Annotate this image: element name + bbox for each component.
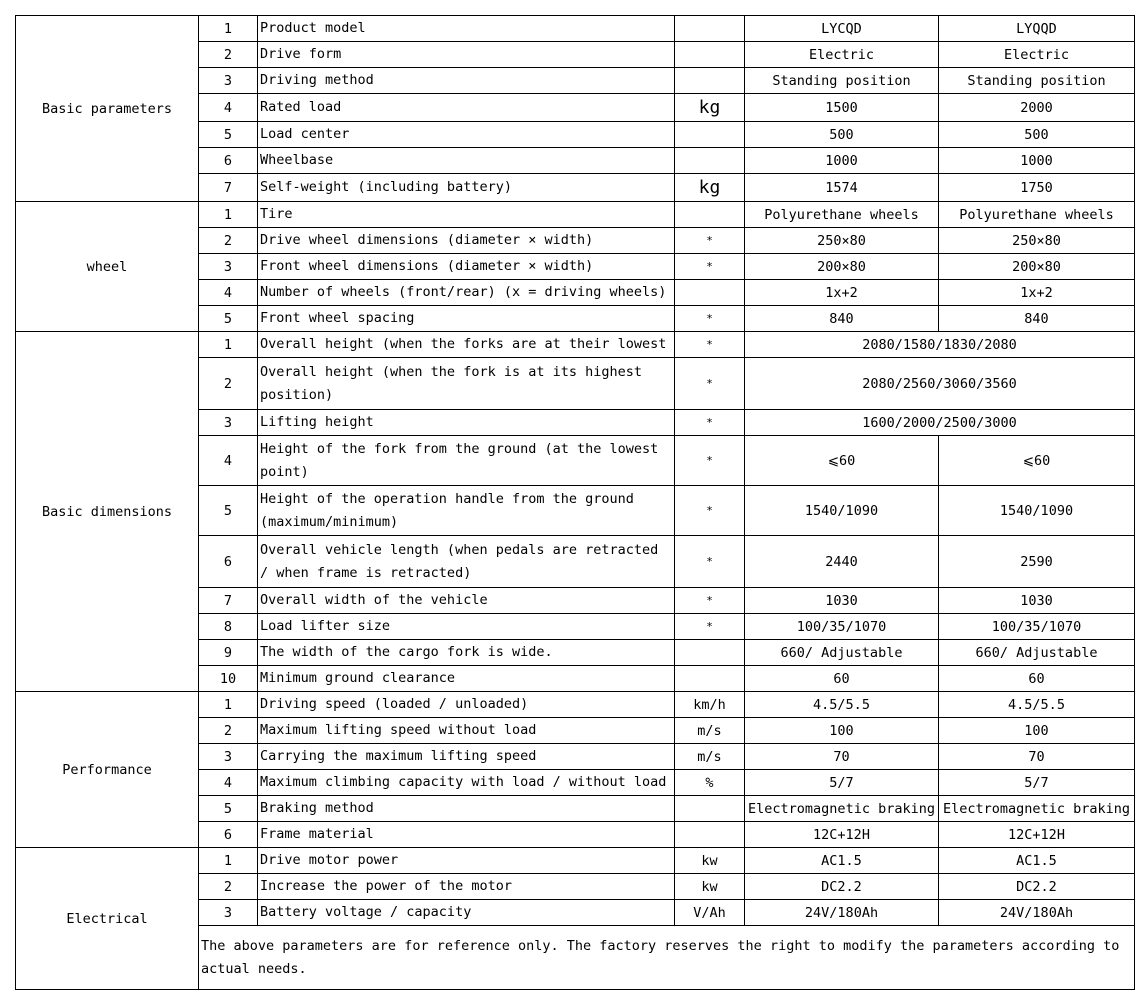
model-1-value: 200×80 <box>745 254 939 280</box>
model-2-value: Electric <box>939 42 1135 68</box>
row-unit <box>675 202 745 228</box>
row-description: Battery voltage / capacity <box>258 900 675 926</box>
section-name: Performance <box>16 692 199 848</box>
row-description: Wheelbase <box>258 148 675 174</box>
model-2-value: 660/ Adjustable <box>939 640 1135 666</box>
row-number: 10 <box>199 666 258 692</box>
row-unit: * <box>675 254 745 280</box>
section-name: Basic parameters <box>16 16 199 202</box>
row-description: Rated load <box>258 94 675 122</box>
row-number: 3 <box>199 254 258 280</box>
model-2-value: 1750 <box>939 174 1135 202</box>
model-2-value: 100/35/1070 <box>939 614 1135 640</box>
model-1-value: 5/7 <box>745 770 939 796</box>
model-1-value: 660/ Adjustable <box>745 640 939 666</box>
model-2-value: Electromagnetic braking <box>939 796 1135 822</box>
row-description: Drive wheel dimensions (diameter × width) <box>258 228 675 254</box>
section-name: wheel <box>16 202 199 332</box>
row-number: 1 <box>199 332 258 358</box>
model-1-value: 12C+12H <box>745 822 939 848</box>
row-unit: * <box>675 358 745 410</box>
row-number: 1 <box>199 16 258 42</box>
model-2-value: 60 <box>939 666 1135 692</box>
row-unit: * <box>675 332 745 358</box>
row-number: 5 <box>199 486 258 536</box>
table-row <box>16 202 1135 228</box>
model-1-value: Standing position <box>745 68 939 94</box>
row-unit: * <box>675 410 745 436</box>
model-2-value: 1540/1090 <box>939 486 1135 536</box>
model-1-value: 1030 <box>745 588 939 614</box>
model-1-value: 4.5/5.5 <box>745 692 939 718</box>
row-number: 3 <box>199 68 258 94</box>
model-1-value: 2440 <box>745 536 939 588</box>
model-2-value: 250×80 <box>939 228 1135 254</box>
row-unit: kw <box>675 848 745 874</box>
model-1-value: 100/35/1070 <box>745 614 939 640</box>
spec-table <box>15 15 1135 990</box>
row-number: 4 <box>199 280 258 306</box>
row-description: Height of the operation handle from the ground (maximum/minimum) <box>258 486 675 536</box>
merged-value: 2080/1580/1830/2080 <box>745 332 1135 358</box>
model-2-value: 2000 <box>939 94 1135 122</box>
row-unit <box>675 796 745 822</box>
row-description: Frame material <box>258 822 675 848</box>
model-2-value: 4.5/5.5 <box>939 692 1135 718</box>
model-2-value: 100 <box>939 718 1135 744</box>
row-description: Overall vehicle length (when pedals are retracted / when frame is retracted) <box>258 536 675 588</box>
table-row <box>16 332 1135 358</box>
row-number: 2 <box>199 718 258 744</box>
row-description: Product model <box>258 16 675 42</box>
model-1-value: 1000 <box>745 148 939 174</box>
row-description: Increase the power of the motor <box>258 874 675 900</box>
row-number: 5 <box>199 122 258 148</box>
merged-value: 2080/2560/3060/3560 <box>745 358 1135 410</box>
row-unit <box>675 280 745 306</box>
row-description: Load center <box>258 122 675 148</box>
merged-value: 1600/2000/2500/3000 <box>745 410 1135 436</box>
row-number: 5 <box>199 306 258 332</box>
row-number: 3 <box>199 744 258 770</box>
row-description: Load lifter size <box>258 614 675 640</box>
model-1-value: 1574 <box>745 174 939 202</box>
model-2-value: 24V/180Ah <box>939 900 1135 926</box>
row-description: Tire <box>258 202 675 228</box>
row-number: 2 <box>199 874 258 900</box>
row-number: 2 <box>199 228 258 254</box>
model-1-value: 70 <box>745 744 939 770</box>
model-2-value: 2590 <box>939 536 1135 588</box>
model-2-value: 1030 <box>939 588 1135 614</box>
row-description: Self-weight (including battery) <box>258 174 675 202</box>
row-unit <box>675 42 745 68</box>
row-description: Lifting height <box>258 410 675 436</box>
model-2-value: ⩽60 <box>939 436 1135 486</box>
row-unit: * <box>675 588 745 614</box>
model-2-value: AC1.5 <box>939 848 1135 874</box>
table-row <box>16 848 1135 874</box>
row-unit: V/Ah <box>675 900 745 926</box>
row-number: 1 <box>199 202 258 228</box>
row-number: 4 <box>199 94 258 122</box>
model-2-value: Polyurethane wheels <box>939 202 1135 228</box>
row-number: 9 <box>199 640 258 666</box>
model-2-value: LYQQD <box>939 16 1135 42</box>
section-name: Basic dimensions <box>16 332 199 692</box>
model-1-value: 250×80 <box>745 228 939 254</box>
reference-note: The above parameters are for reference only. The factory reserves the right to modify the parameters according to actual needs. <box>199 926 1135 990</box>
model-2-value: 1000 <box>939 148 1135 174</box>
row-description: Driving speed (loaded / unloaded) <box>258 692 675 718</box>
table-row <box>16 16 1135 42</box>
model-2-value: 200×80 <box>939 254 1135 280</box>
row-description: Front wheel spacing <box>258 306 675 332</box>
row-number: 8 <box>199 614 258 640</box>
model-1-value: 500 <box>745 122 939 148</box>
row-unit: kg <box>675 94 745 122</box>
row-description: Minimum ground clearance <box>258 666 675 692</box>
spec-table-body <box>16 16 1135 990</box>
model-1-value: 1500 <box>745 94 939 122</box>
model-2-value: 500 <box>939 122 1135 148</box>
model-2-value: 12C+12H <box>939 822 1135 848</box>
row-unit <box>675 122 745 148</box>
row-unit: m/s <box>675 744 745 770</box>
row-number: 5 <box>199 796 258 822</box>
model-2-value: 1x+2 <box>939 280 1135 306</box>
row-unit: * <box>675 486 745 536</box>
model-1-value: 60 <box>745 666 939 692</box>
model-2-value: DC2.2 <box>939 874 1135 900</box>
row-unit <box>675 148 745 174</box>
row-unit: * <box>675 536 745 588</box>
row-unit: kw <box>675 874 745 900</box>
row-unit <box>675 666 745 692</box>
row-description: Driving method <box>258 68 675 94</box>
row-number: 6 <box>199 536 258 588</box>
model-1-value: Polyurethane wheels <box>745 202 939 228</box>
row-description: Drive form <box>258 42 675 68</box>
model-1-value: 840 <box>745 306 939 332</box>
row-number: 2 <box>199 358 258 410</box>
model-1-value: 1540/1090 <box>745 486 939 536</box>
row-number: 6 <box>199 148 258 174</box>
model-1-value: ⩽60 <box>745 436 939 486</box>
row-unit: * <box>675 228 745 254</box>
model-1-value: AC1.5 <box>745 848 939 874</box>
row-number: 7 <box>199 588 258 614</box>
row-number: 1 <box>199 692 258 718</box>
row-number: 1 <box>199 848 258 874</box>
row-description: Maximum climbing capacity with load / without load <box>258 770 675 796</box>
row-description: Overall height (when the forks are at their lowest <box>258 332 675 358</box>
row-unit: m/s <box>675 718 745 744</box>
row-number: 4 <box>199 436 258 486</box>
row-unit <box>675 16 745 42</box>
row-description: Drive motor power <box>258 848 675 874</box>
row-number: 4 <box>199 770 258 796</box>
row-description: Maximum lifting speed without load <box>258 718 675 744</box>
row-number: 3 <box>199 900 258 926</box>
row-number: 6 <box>199 822 258 848</box>
row-unit: km/h <box>675 692 745 718</box>
row-number: 3 <box>199 410 258 436</box>
row-unit: * <box>675 614 745 640</box>
model-1-value: Electromagnetic braking <box>745 796 939 822</box>
row-unit: % <box>675 770 745 796</box>
row-unit: * <box>675 436 745 486</box>
model-2-value: 5/7 <box>939 770 1135 796</box>
row-description: Overall height (when the fork is at its highest position) <box>258 358 675 410</box>
model-1-value: LYCQD <box>745 16 939 42</box>
row-description: Carrying the maximum lifting speed <box>258 744 675 770</box>
row-description: Number of wheels (front/rear) (x = driving wheels) <box>258 280 675 306</box>
model-1-value: 24V/180Ah <box>745 900 939 926</box>
row-unit <box>675 822 745 848</box>
row-number: 2 <box>199 42 258 68</box>
model-1-value: Electric <box>745 42 939 68</box>
row-number: 7 <box>199 174 258 202</box>
model-1-value: DC2.2 <box>745 874 939 900</box>
model-2-value: 840 <box>939 306 1135 332</box>
model-1-value: 100 <box>745 718 939 744</box>
model-1-value: 1x+2 <box>745 280 939 306</box>
row-unit: kg <box>675 174 745 202</box>
row-unit <box>675 68 745 94</box>
model-2-value: 70 <box>939 744 1135 770</box>
table-row <box>16 692 1135 718</box>
row-unit: * <box>675 306 745 332</box>
row-description: Height of the fork from the ground (at the lowest point) <box>258 436 675 486</box>
row-description: Overall width of the vehicle <box>258 588 675 614</box>
row-description: Front wheel dimensions (diameter × width) <box>258 254 675 280</box>
row-unit <box>675 640 745 666</box>
row-description: Braking method <box>258 796 675 822</box>
model-2-value: Standing position <box>939 68 1135 94</box>
row-description: The width of the cargo fork is wide. <box>258 640 675 666</box>
section-name: Electrical <box>16 848 199 990</box>
